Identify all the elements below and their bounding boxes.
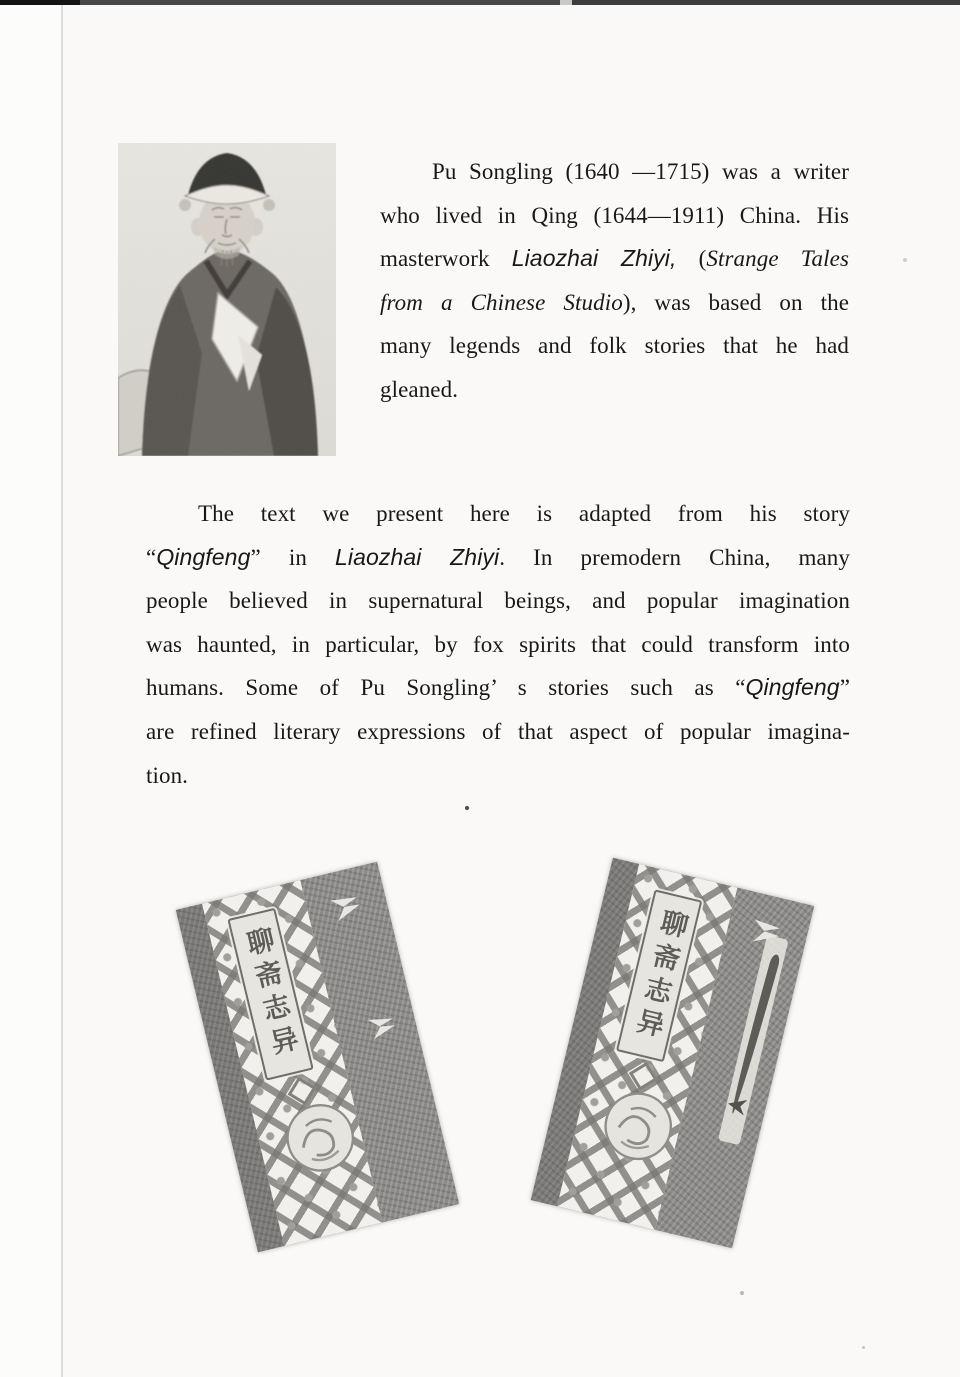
brush-ornament	[729, 953, 782, 1114]
text-line: people believed in supernatural beings, and popular imagination	[146, 588, 850, 614]
text-line: was haunted, in particular, by fox spirits that could transform into	[146, 631, 850, 657]
text-line: Pu Songling (1640 —1715) was a writer	[432, 159, 849, 184]
binding-mark-icon	[368, 1013, 397, 1039]
cover-cloth	[176, 862, 459, 1253]
paragraph-intro	[380, 150, 849, 412]
page-left-margin	[0, 5, 61, 1377]
text-line: are refined literary expressions of that aspect of popular imagina-	[146, 718, 850, 744]
portrait-illustration	[118, 143, 336, 456]
text-line: from a Chinese Studio), was based on the	[380, 289, 849, 315]
cover-title: 聊斋志异	[239, 924, 302, 1065]
text-line: tion.	[146, 762, 189, 788]
scan-edge-artifact	[0, 0, 960, 5]
text-line: gleaned.	[380, 376, 459, 402]
binding-mark-icon	[330, 891, 362, 921]
spine-label-stripe	[718, 934, 789, 1145]
text-line: humans. Some of Pu Songling’ s stories such as “Qingfeng”	[146, 674, 850, 701]
book-cover-photo-right	[531, 858, 814, 1249]
text-line: The text we present here is adapted from his story	[198, 501, 850, 526]
paragraph-story	[146, 492, 850, 797]
text-line: many legends and folk stories that he had	[380, 333, 849, 359]
cover-title: 聊斋志异	[628, 906, 690, 1046]
scan-speck	[862, 1346, 865, 1349]
text-line: who lived in Qing (1644—1911) China. His	[380, 202, 849, 228]
cover-cloth	[531, 858, 814, 1249]
text-line: “Qingfeng” in Liaozhai Zhiyi. In premodern China, many	[146, 543, 850, 570]
scan-speck	[740, 1291, 744, 1295]
scan-speck	[465, 806, 469, 810]
text-line: masterwork Liaozhai Zhiyi, (Strange Tales	[380, 245, 849, 272]
pu-songling-portrait	[118, 143, 336, 456]
scan-speck	[903, 258, 907, 262]
page-fold-line	[61, 5, 63, 1377]
book-cover-photo-left	[176, 862, 459, 1253]
